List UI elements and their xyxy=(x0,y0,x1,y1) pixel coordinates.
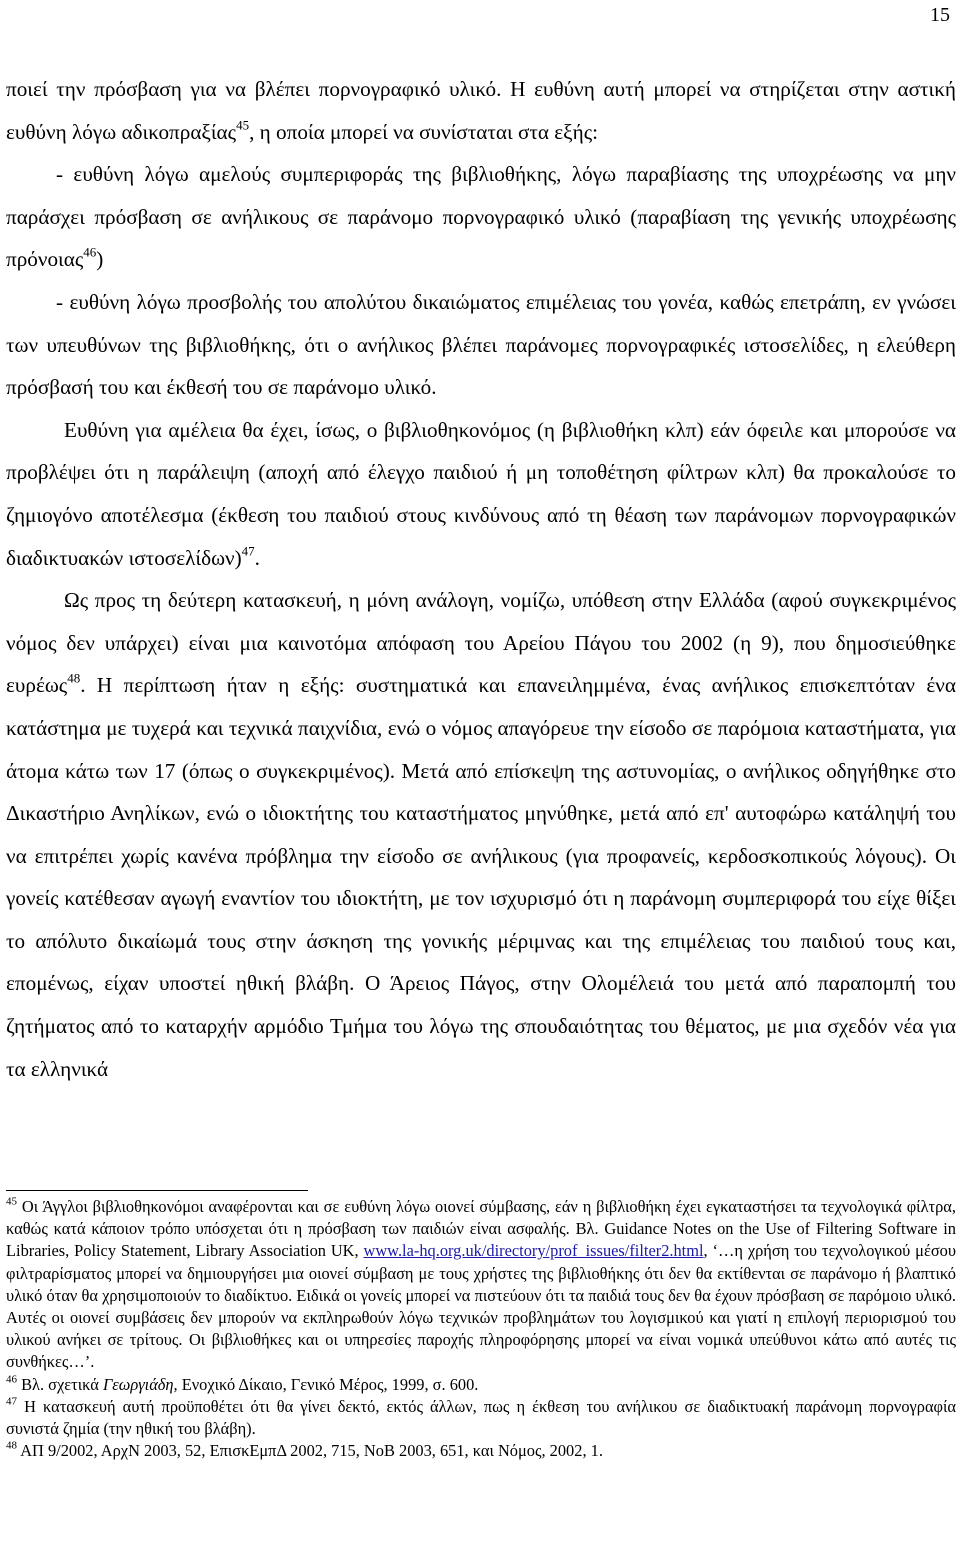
footnote-link[interactable]: www.la-hq.org.uk/directory/prof_issues/filter2.html xyxy=(363,1241,704,1261)
paragraph-text: Ως προς τη δεύτερη κατασκευή, η μόνη ανάλογη, νομίζω, υπόθεση στην Ελλάδα (αφού συγκεκριμένος νόμος δεν υπάρχει) είναι μια καινοτόμα απόφαση του Αρείου Πάγου του 2002 (η 9), που δημοσιεύθηκε ευρέως xyxy=(6,588,956,698)
footnote-text: Οι Άγγλοι βιβλιοθηκονόμοι αναφέρονται και σε ευθύνη λόγω οιονεί σύμβασης, εάν η βιβλιοθήκη έχει εγκαταστήσει τα τεχνολογικά φίλτρα, καθώς κατά κάποιον τρόπο υπόσχεται ότι η πρόσβαση των παιδιών είναι ασφαλής. Βλ. Guidance Notes on the Use of Filtering Software in Libraries, Policy Statement, Library Association UK, xyxy=(6,1197,956,1261)
paragraph-negligence xyxy=(6,409,956,579)
footnote-47 xyxy=(6,1396,956,1440)
footnote-48 xyxy=(6,1440,956,1462)
footnotes xyxy=(6,1196,956,1462)
list-item-custody: - ευθύνη λόγω προσβολής του απολύτου δικαιώματος επιμέλειας του γονέα, καθώς επετράπη, εν γνώσει των υπευθύνων της βιβλιοθήκης, ότι ο ανήλικος βλέπει παράνομες πορνογραφικές ιστοσελίδες, η ελεύθερη πρόσβασή του και έκθεσή του σε παράνομο υλικό. xyxy=(6,289,956,400)
footnote-text: Ενοχικό Δίκαιο, Γενικό Μέρος, 1999, σ. 600. xyxy=(177,1374,479,1394)
footnote-text: ΑΠ 9/2002, ΑρχΝ 2003, 52, ΕπισκΕμπΔ 2002, 715, ΝοΒ 2003, 651, και Νόμος, 2002, 1. xyxy=(17,1441,603,1461)
footnote-text: , ‘…η χρήση του τεχνολογικού μέσου φιλτραρίσματος μπορεί να δημιουργήσει μια οιονεί σύμβαση με τους χρήστες της βιβλιοθήκης ότι δεν θα εκτίθενται σε παράνομο ή βλαπτικό υλικό όταν θα χρησιμοποιούν το διαδίκτυο. Ειδικά οι γονείς μπορεί να πιστεύουν ότι τα παιδιά τους δεν θα έχουν πρόσβαση σε παρόμοιο υλικό. Αυτές οι οιονεί συμβάσεις δεν μπορούν να εκπληρωθούν λόγω τεχνικών προβλημάτων του λογισμικού και γιατί η επιλογή περιορισμού του υλικού ανήκει σε τρίτους. Οι βιβλιοθήκες και οι υπηρεσίες παροχής πληροφόρησης μπορεί να είναι νομικά υπεύθυνοι κάτω από αυτές τις συνθήκες…’. xyxy=(6,1241,956,1372)
footnote-ref-46[interactable]: 46 xyxy=(83,244,97,260)
paragraph-text: ποιεί την πρόσβαση για να βλέπει πορνογραφικό υλικό. Η ευθύνη αυτή μπορεί να στηρίζεται στην αστική ευθύνη λόγω αδικοπραξίας xyxy=(6,77,956,144)
paragraph-intro xyxy=(6,68,956,153)
footnote-number: 45 xyxy=(6,1195,17,1208)
footnote-ref-45[interactable]: 45 xyxy=(236,116,250,132)
list-item-text: ) xyxy=(96,247,104,272)
paragraph-text: Ευθύνη για αμέλεια θα έχει, ίσως, ο βιβλιοθηκονόμος (η βιβλιοθήκη κλπ) εάν όφειλε και μπορούσε να προβλέψει ότι η παράλειψη (αποχή από έλεγχο παιδιού ή μη τοποθέτηση φίλτρων κλπ) θα προκαλούσε το ζημιογόνο αποτέλεσμα (έκθεση του παιδιού στους κινδύνους από τη θέαση των παράνομων πορνογραφικών διαδικτυακών ιστοσελίδων) xyxy=(6,417,956,570)
main-text xyxy=(6,68,956,1090)
footnote-number: 48 xyxy=(6,1439,17,1452)
footnote-author: Γεωργιάδη, xyxy=(102,1374,178,1394)
footnote-number: 47 xyxy=(6,1395,17,1408)
paragraph-areios-pagos xyxy=(6,579,956,1090)
footnote-ref-47[interactable]: 47 xyxy=(241,542,255,558)
footnote-number: 46 xyxy=(6,1372,17,1385)
paragraph-text: . Η περίπτωση ήταν η εξής: συστηματικά και επανειλημμένα, ένας ανήλικος επισκεπτόταν ένα κατάστημα με τυχερά και τεχνικά παιχνίδια, ενώ ο νόμος απαγόρευε την είσοδο σε παρόμοια καταστήματα, για άτομα κάτω των 17 (όπως ο συγκεκριμένος). Μετά από επίσκεψη της αστυνομίας, ο ανήλικος οδηγήθηκε στο Δικαστήριο Ανηλίκων, ενώ ο ιδιοκτήτης του καταστήματος μηνύθηκε, μετά από επ' αυτοφώρω κατάληψή του να επιτρέπει χωρίς κανένα πρόβλημα την είσοδο σε ανήλικους (για προφανείς, κερδοσκοπικούς λόγους). Οι γονείς κατέθεσαν αγωγή εναντίον του ιδιοκτήτη, με τον ισχυρισμό ότι η παράνομη συμπεριφορά του είχε θίξει το απόλυτο δικαίωμά τους στην άσκηση της γονικής μέριμνας και της επιμέλειας του παιδιού τους και, επομένως, είχαν υποστεί ηθική βλάβη. Ο Άρειος Πάγος, στην Ολομέλειά του μετά από παραπομπή του ζητήματος από το καταρχήν αρμόδιο Τμήμα του λόγω της σπουδαιότητας του θέματος, με μια σχεδόν νέα για τα ελληνικά xyxy=(6,673,956,1081)
paragraph-text: . xyxy=(254,545,260,570)
footnote-45 xyxy=(6,1196,956,1374)
footnote-46 xyxy=(6,1374,956,1396)
paragraph-text: , η οποία μπορεί να συνίσταται στα εξής: xyxy=(249,119,598,144)
footnote-separator xyxy=(6,1190,308,1191)
footnote-ref-48[interactable]: 48 xyxy=(67,670,81,686)
list-item-negligence xyxy=(6,153,956,281)
footnote-text: Βλ. σχετικά xyxy=(17,1374,103,1394)
footnote-text: Η κατασκευή αυτή προϋποθέτει ότι θα γίνει δεκτό, εκτός άλλων, πως η έκθεση του ανήλικου σε διαδικτυακή παράνομη πορνογραφία συνιστά ζημία (την ηθική του βλάβη). xyxy=(6,1396,956,1439)
list-item-text: - ευθύνη λόγω αμελούς συμπεριφοράς της βιβλιοθήκης, λόγω παραβίασης της υποχρέωσης να μην παράσχει πρόσβαση σε ανήλικους σε παράνομο πορνογραφικό υλικό (παραβίαση της γενικής υποχρέωσης πρόνοιας xyxy=(6,162,956,272)
page-number: 15 xyxy=(930,4,950,26)
